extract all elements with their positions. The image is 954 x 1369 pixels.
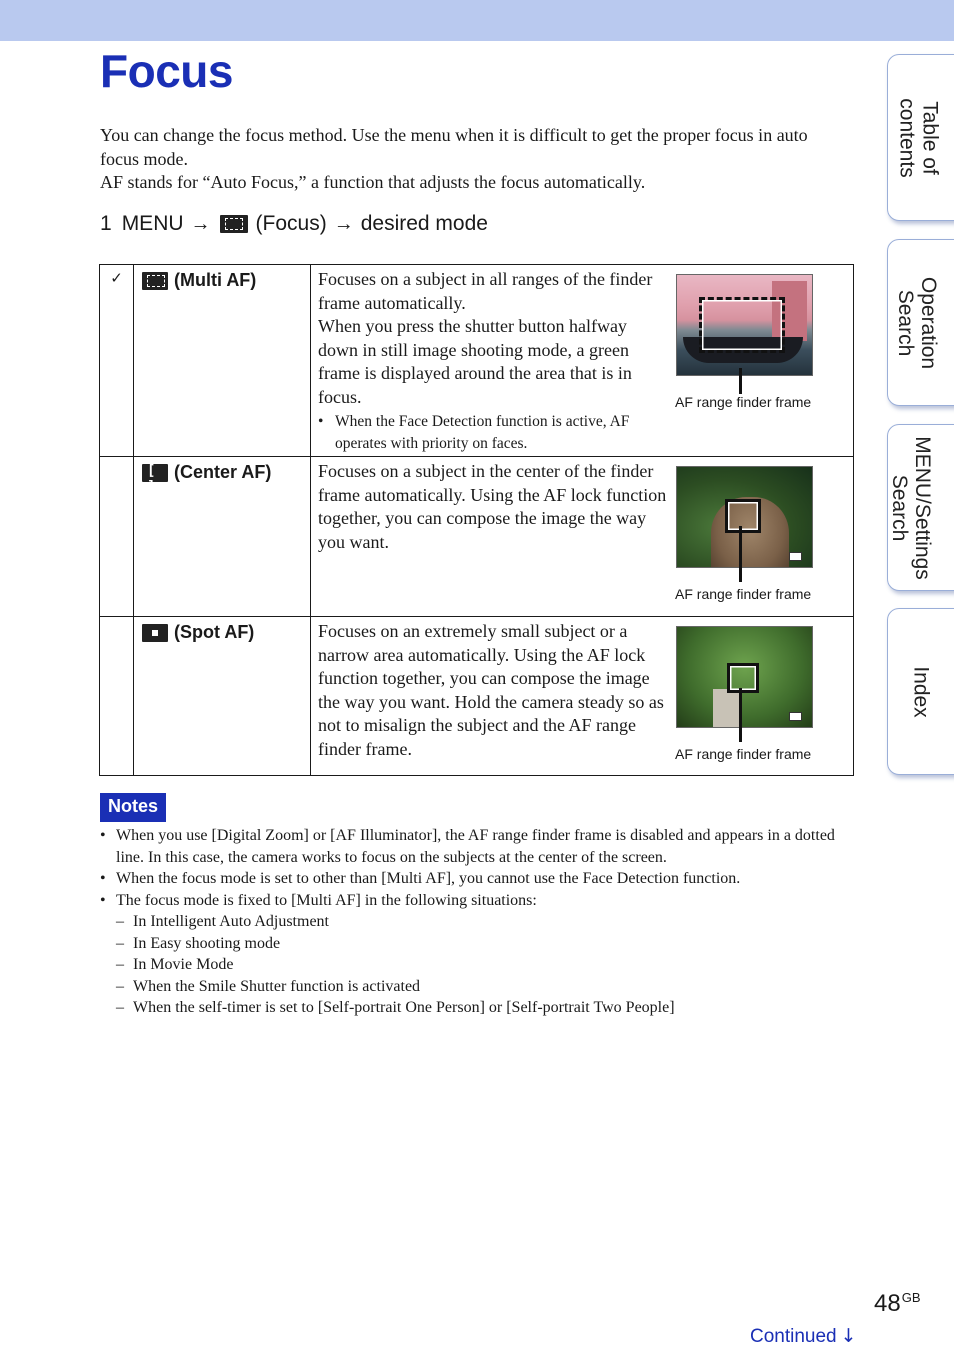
tab-table-of-contents[interactable] xyxy=(887,54,954,221)
cat-photo xyxy=(676,466,813,568)
mode-note xyxy=(318,411,670,455)
multi-af-icon xyxy=(142,272,168,290)
note-item xyxy=(100,825,854,868)
center-af-indicator-icon xyxy=(789,552,802,561)
af-range-finder-frame xyxy=(699,297,785,353)
sub-note-text: In Intelligent Auto Adjustment xyxy=(133,913,329,930)
focus-modes-table xyxy=(99,264,854,776)
bird-photo xyxy=(676,626,813,728)
step-menu: MENU xyxy=(121,212,184,235)
tab-label: MENU/Settings Search xyxy=(887,435,934,580)
arrow-icon: → xyxy=(333,212,354,235)
mode-note-text: When the Face Detection function is active, AF operates with priority on faces. xyxy=(335,413,630,452)
intro-paragraph-2: AF stands for “Auto Focus,” a function that adjusts the focus automatically. xyxy=(100,172,646,192)
note-text: When the focus mode is set to other than [Multi AF], you cannot use the Face Detection function. xyxy=(116,870,741,887)
dash: – xyxy=(116,956,124,973)
page-number: $48^{GB}$ xyxy=(874,1290,921,1317)
sub-note-text: When the Smile Shutter function is activated xyxy=(133,977,421,995)
step-target: desired mode xyxy=(360,212,488,235)
notes-label: Notes xyxy=(100,793,166,822)
figure-caption: AF range finder frame xyxy=(675,394,812,410)
note-item xyxy=(100,868,854,890)
intro-text xyxy=(100,124,850,195)
post-shape xyxy=(713,689,739,728)
focus-mode-icon xyxy=(220,215,248,233)
sub-note-item xyxy=(100,933,854,955)
table-row xyxy=(100,265,854,457)
sub-note-item xyxy=(100,997,854,1019)
bullet: • xyxy=(100,827,106,844)
step-number: 1 xyxy=(100,212,112,235)
mode-name-center-af: (Center AF) xyxy=(174,462,272,482)
tab-operation-search[interactable] xyxy=(887,239,954,406)
leader-line xyxy=(739,526,742,582)
table-row xyxy=(100,617,854,776)
mode-desc-cell xyxy=(311,457,854,617)
note-text: When you use [Digital Zoom] or [AF Illuminator], the AF range finder frame is disabled and appears in a dotted line. In this case, the camera works to focus on the subjects at the center of the screen. xyxy=(116,827,835,866)
mode-name-spot-af: (Spot AF) xyxy=(174,622,255,642)
figure-caption: AF range finder frame xyxy=(675,586,812,602)
mode-desc-cell xyxy=(311,617,854,776)
dash: – xyxy=(116,913,124,930)
default-cell xyxy=(100,617,134,776)
tab-label: Index xyxy=(909,665,933,718)
tab-index[interactable] xyxy=(887,608,954,775)
tab-menu-settings-search[interactable] xyxy=(887,424,954,591)
leader-line xyxy=(739,368,742,394)
mode-desc: Focuses on an extremely small subject or a narrow area automatically. Using the AF lock function together, you can compose the image the way you want. Hold the camera steady so as not to misalign the subject and the AF range finder frame. xyxy=(318,621,664,759)
tab-label: Table of contents xyxy=(895,97,942,178)
step-instruction xyxy=(100,212,488,236)
bullet: • xyxy=(318,413,324,430)
arrow-icon: → xyxy=(190,212,211,235)
dash: – xyxy=(116,934,124,952)
dash: – xyxy=(116,977,124,995)
arrow-down-icon: ↓ xyxy=(840,1325,857,1347)
continued-link[interactable]: Continued ↓ xyxy=(750,1325,857,1347)
default-cell xyxy=(100,265,134,457)
mode-desc: Focuses on a subject in all ranges of the finder frame automatically. xyxy=(318,269,653,313)
figure-caption: AF range finder frame xyxy=(675,746,812,762)
sub-note-item xyxy=(100,911,854,933)
mode-name-cell xyxy=(134,617,311,776)
leader-line xyxy=(739,688,742,742)
multi-af-figure xyxy=(675,274,835,410)
mode-desc: When you press the shutter button halfway down in still image shooting mode, a green frame is displayed around the area that is in focus. xyxy=(318,316,632,407)
note-item xyxy=(100,890,854,912)
note-text: The focus mode is fixed to [Multi AF] in the following situations: xyxy=(116,891,537,909)
af-range-finder-frame xyxy=(727,663,759,693)
dash: – xyxy=(116,999,124,1016)
sub-note-text: When the self-timer is set to [Self-portrait One Person] or [Self-portrait Two People] xyxy=(133,999,675,1016)
mode-desc-cell xyxy=(311,265,854,457)
center-af-icon xyxy=(142,464,168,482)
notes-list xyxy=(100,825,854,1019)
bullet: • xyxy=(100,870,106,887)
center-af-figure xyxy=(675,466,835,602)
step-focus: (Focus) xyxy=(255,212,327,235)
af-range-finder-frame xyxy=(725,499,761,533)
mode-name-cell xyxy=(134,265,311,457)
mode-name-cell xyxy=(134,457,311,617)
intro-paragraph-1: You can change the focus method. Use the menu when it is difficult to get the proper focus in auto focus mode. xyxy=(100,125,808,169)
mode-desc: Focuses on a subject in the center of the finder frame automatically. Using the AF lock function together, you can compose the image the way you want. xyxy=(318,461,667,552)
venice-photo xyxy=(676,274,813,376)
check-icon: ✓ xyxy=(110,269,123,287)
sub-note-item xyxy=(100,954,854,976)
sub-note-text: In Easy shooting mode xyxy=(133,934,281,952)
default-cell xyxy=(100,457,134,617)
tab-label: Operation Search xyxy=(893,276,940,369)
sub-note-text: In Movie Mode xyxy=(133,956,234,973)
page-title: Focus xyxy=(100,45,233,97)
spot-af-icon xyxy=(142,624,168,642)
mode-name-multi-af: (Multi AF) xyxy=(174,270,257,290)
bullet: • xyxy=(100,891,106,909)
spot-af-figure xyxy=(675,626,835,762)
sub-note-item xyxy=(100,976,854,998)
header-band xyxy=(0,0,954,41)
spot-af-indicator-icon xyxy=(789,712,802,721)
table-row xyxy=(100,457,854,617)
